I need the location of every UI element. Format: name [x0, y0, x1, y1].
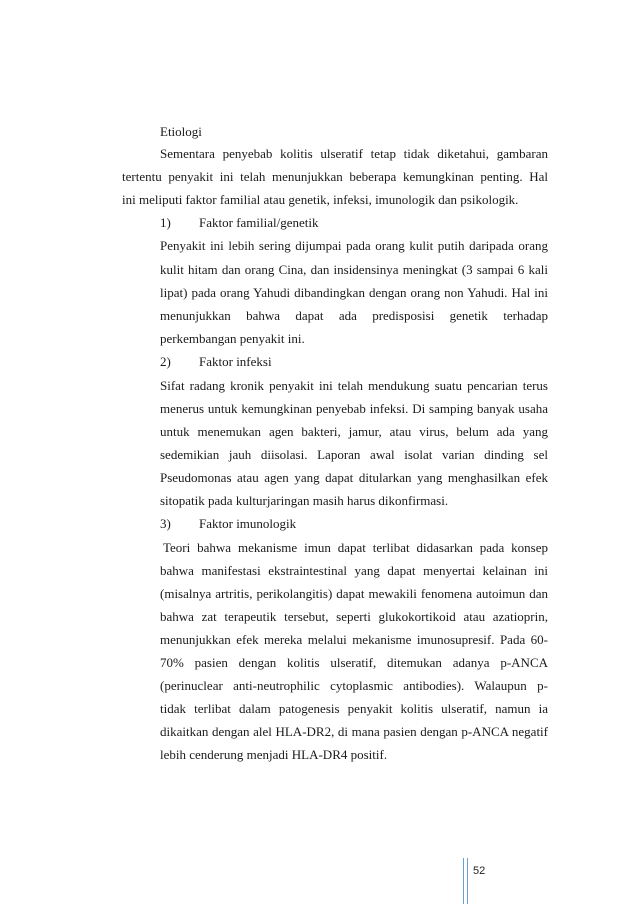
section-1-line-5: perkembangan penyakit ini.: [160, 331, 305, 346]
footer-accent-bar: [463, 858, 468, 904]
section-3-line-3: (misalnya artritis, perikolangitis) dapat mewakili fenomena autoimun dan: [160, 586, 548, 601]
section-3-number: 3): [160, 516, 171, 531]
section-3-line-6: 70% pasien dengan kolitis ulseratif, ditemukan adanya p-ANCA: [160, 655, 548, 670]
section-1-number: 1): [160, 215, 171, 230]
section-3-line-1: Teori bahwa mekanisme imun dapat terlibat didasarkan pada konsep: [163, 540, 548, 555]
section-2-line-5: Pseudomonas atau agen yang dapat ditularkan yang menghasilkan efek: [160, 470, 548, 485]
section-2-line-2: menerus untuk kemungkinan penyebab infeksi. Di samping banyak usaha: [160, 401, 548, 416]
section-2-number: 2): [160, 354, 171, 369]
section-3-line-2: bahwa manifestasi ekstraintestinal yang dapat menyertai kelainan ini: [160, 563, 548, 578]
section-3-line-10: lebih cenderung menjadi HLA-DR4 positif.: [160, 747, 388, 762]
section-3-line-7: (perinuclear anti-neutrophilic cytoplasmic antibodies). Walaupun p-: [160, 678, 548, 693]
section-1-line-3: lipat) pada orang Yahudi dibandingkan dengan orang non Yahudi. Hal ini: [160, 285, 548, 300]
section-2-title: Faktor infeksi: [199, 354, 272, 369]
section-1-line-1: Penyakit ini lebih sering dijumpai pada orang kulit putih daripada orang: [160, 238, 548, 253]
section-3-title: Faktor imunologik: [199, 516, 297, 531]
section-3-line-5: menunjukkan efek mereka melalui mekanisme imunosupresif. Pada 60-: [160, 632, 548, 647]
section-1-line-4: menunjukkan bahwa dapat ada predisposisi genetik terhadap: [160, 308, 548, 323]
intro-line-3: ini meliputi faktor familial atau genetik, infeksi, imunologik dan psikologik.: [122, 192, 519, 207]
section-2-line-6: sitopatik pada kulturjaringan masih harus dikonfirmasi.: [160, 493, 449, 508]
section-2-line-1: Sifat radang kronik penyakit ini telah mendukung suatu pencarian terus: [160, 378, 548, 393]
section-2-line-3: untuk menemukan agen bakteri, jamur, atau virus, belum ada yang: [160, 424, 548, 439]
section-heading: Etiologi: [160, 124, 202, 139]
intro-line-1: Sementara penyebab kolitis ulseratif tetap tidak diketahui, gambaran: [160, 146, 548, 161]
section-1-title: Faktor familial/genetik: [199, 215, 319, 230]
page-number: 52: [473, 865, 486, 877]
section-3-line-8: tidak terlibat dalam patogenesis penyakit kolitis ulseratif, namun ia: [160, 701, 548, 716]
section-3-line-4: bahwa zat terapeutik tersebut, seperti glukokortikoid atau azatioprin,: [160, 609, 548, 624]
intro-line-2: tertentu penyakit ini telah menunjukkan beberapa kemungkinan penting. Hal: [122, 169, 548, 184]
section-2-line-4: sedemikian jauh diisolasi. Laporan awal isolat varian dinding sel: [160, 447, 548, 462]
section-1-line-2: kulit hitam dan orang Cina, dan insidensinya meningkat (3 sampai 6 kali: [160, 262, 548, 277]
section-3-line-9: dikaitkan dengan alel HLA-DR2, di mana pasien dengan p-ANCA negatif: [160, 724, 548, 739]
